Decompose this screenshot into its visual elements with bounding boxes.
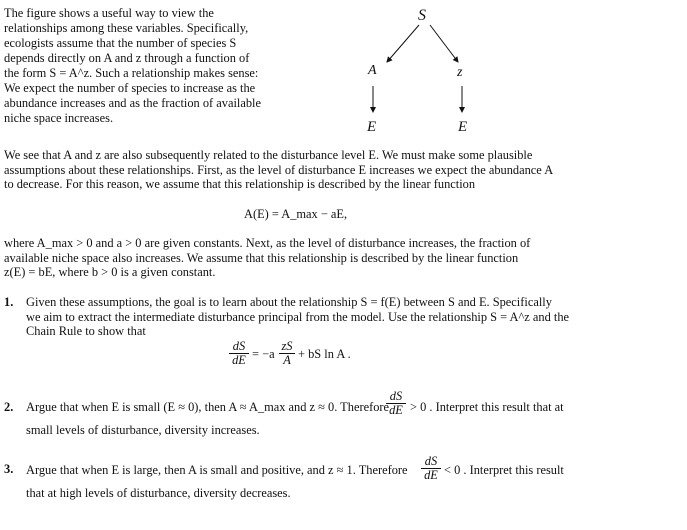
question-text: small levels of disturbance, diversity increases. bbox=[26, 423, 260, 437]
frac-denominator: dE bbox=[232, 353, 246, 367]
intro-line: The figure shows a useful way to view the bbox=[4, 6, 214, 20]
intro-line: abundance increases and as the fraction of available bbox=[4, 96, 261, 110]
paragraph-line: available niche space also increases. We assume that this relationship is described by the linear function bbox=[4, 251, 519, 265]
diagram-node-a: A bbox=[368, 63, 377, 78]
paragraph-line: assumptions about these relationships. First, as the level of disturbance E increases we expect the abundance A bbox=[4, 163, 554, 177]
equation-tail: + bS ln A . bbox=[298, 347, 351, 361]
intro-line: ecologists assume that the number of species S bbox=[4, 36, 237, 50]
intro-line: the form S = A^z. Such a relationship makes sense: bbox=[4, 66, 259, 80]
diagram-arrows bbox=[360, 20, 490, 140]
question-text: > 0 . Interpret this result that at bbox=[410, 400, 564, 414]
frac-numerator: dS bbox=[229, 340, 249, 354]
equation-abundance: A(E) = A_max − aE, bbox=[244, 207, 348, 221]
frac-numerator: zS bbox=[279, 340, 295, 354]
arrow-s-to-z bbox=[430, 25, 458, 62]
frac-denominator: A bbox=[283, 353, 291, 367]
frac-denominator: dE bbox=[389, 403, 403, 417]
paragraph-line: to decrease. For this reason, we assume that this relationship is described by the linear function bbox=[4, 177, 476, 191]
intro-line: depends directly on A and z through a function of bbox=[4, 51, 250, 65]
paragraph-line: z(E) = bE, where b > 0 is a given constant. bbox=[4, 265, 216, 279]
arrow-s-to-a bbox=[387, 25, 419, 62]
diagram-node-e-left: E bbox=[367, 119, 377, 135]
diagram-node-e-right: E bbox=[458, 119, 468, 135]
paragraph-line: where A_max > 0 and a > 0 are given constants. Next, as the level of disturbance increases, the fraction of bbox=[4, 236, 531, 250]
diagram-node-z: z bbox=[457, 65, 463, 80]
question-number: 1. bbox=[4, 295, 14, 309]
intro-line: We expect the number of species to increase as the bbox=[4, 81, 256, 95]
intro-line: niche space increases. bbox=[4, 111, 114, 125]
question-line: we aim to extract the intermediate disturbance principal from the model. Use the relationship S = A^z and the bbox=[26, 310, 570, 324]
question-text: Argue that when E is large, then A is small and positive, and z ≈ 1. Therefore bbox=[26, 463, 408, 477]
diagram-node-s: S bbox=[418, 7, 426, 24]
frac-numerator: dS bbox=[386, 390, 406, 404]
frac-denominator: dE bbox=[424, 468, 438, 482]
question-number: 2. bbox=[4, 400, 14, 414]
question-text: that at high levels of disturbance, diversity decreases. bbox=[26, 486, 291, 500]
question-line: Given these assumptions, the goal is to learn about the relationship S = f(E) between S and E. Specifically bbox=[26, 295, 552, 309]
question-number: 3. bbox=[4, 462, 14, 476]
intro-line: relationships among these variables. Specifically, bbox=[4, 21, 249, 35]
question-text: < 0 . Interpret this result bbox=[444, 463, 564, 477]
paragraph-line: We see that A and z are also subsequently related to the disturbance level E. We must make some plausible bbox=[4, 148, 533, 162]
question-text: Argue that when E is small (E ≈ 0), then A ≈ A_max and z ≈ 0. Therefore bbox=[26, 400, 390, 414]
frac-numerator: dS bbox=[421, 455, 441, 469]
equation-op: = −a bbox=[252, 347, 275, 361]
question-line: Chain Rule to show that bbox=[26, 324, 146, 338]
